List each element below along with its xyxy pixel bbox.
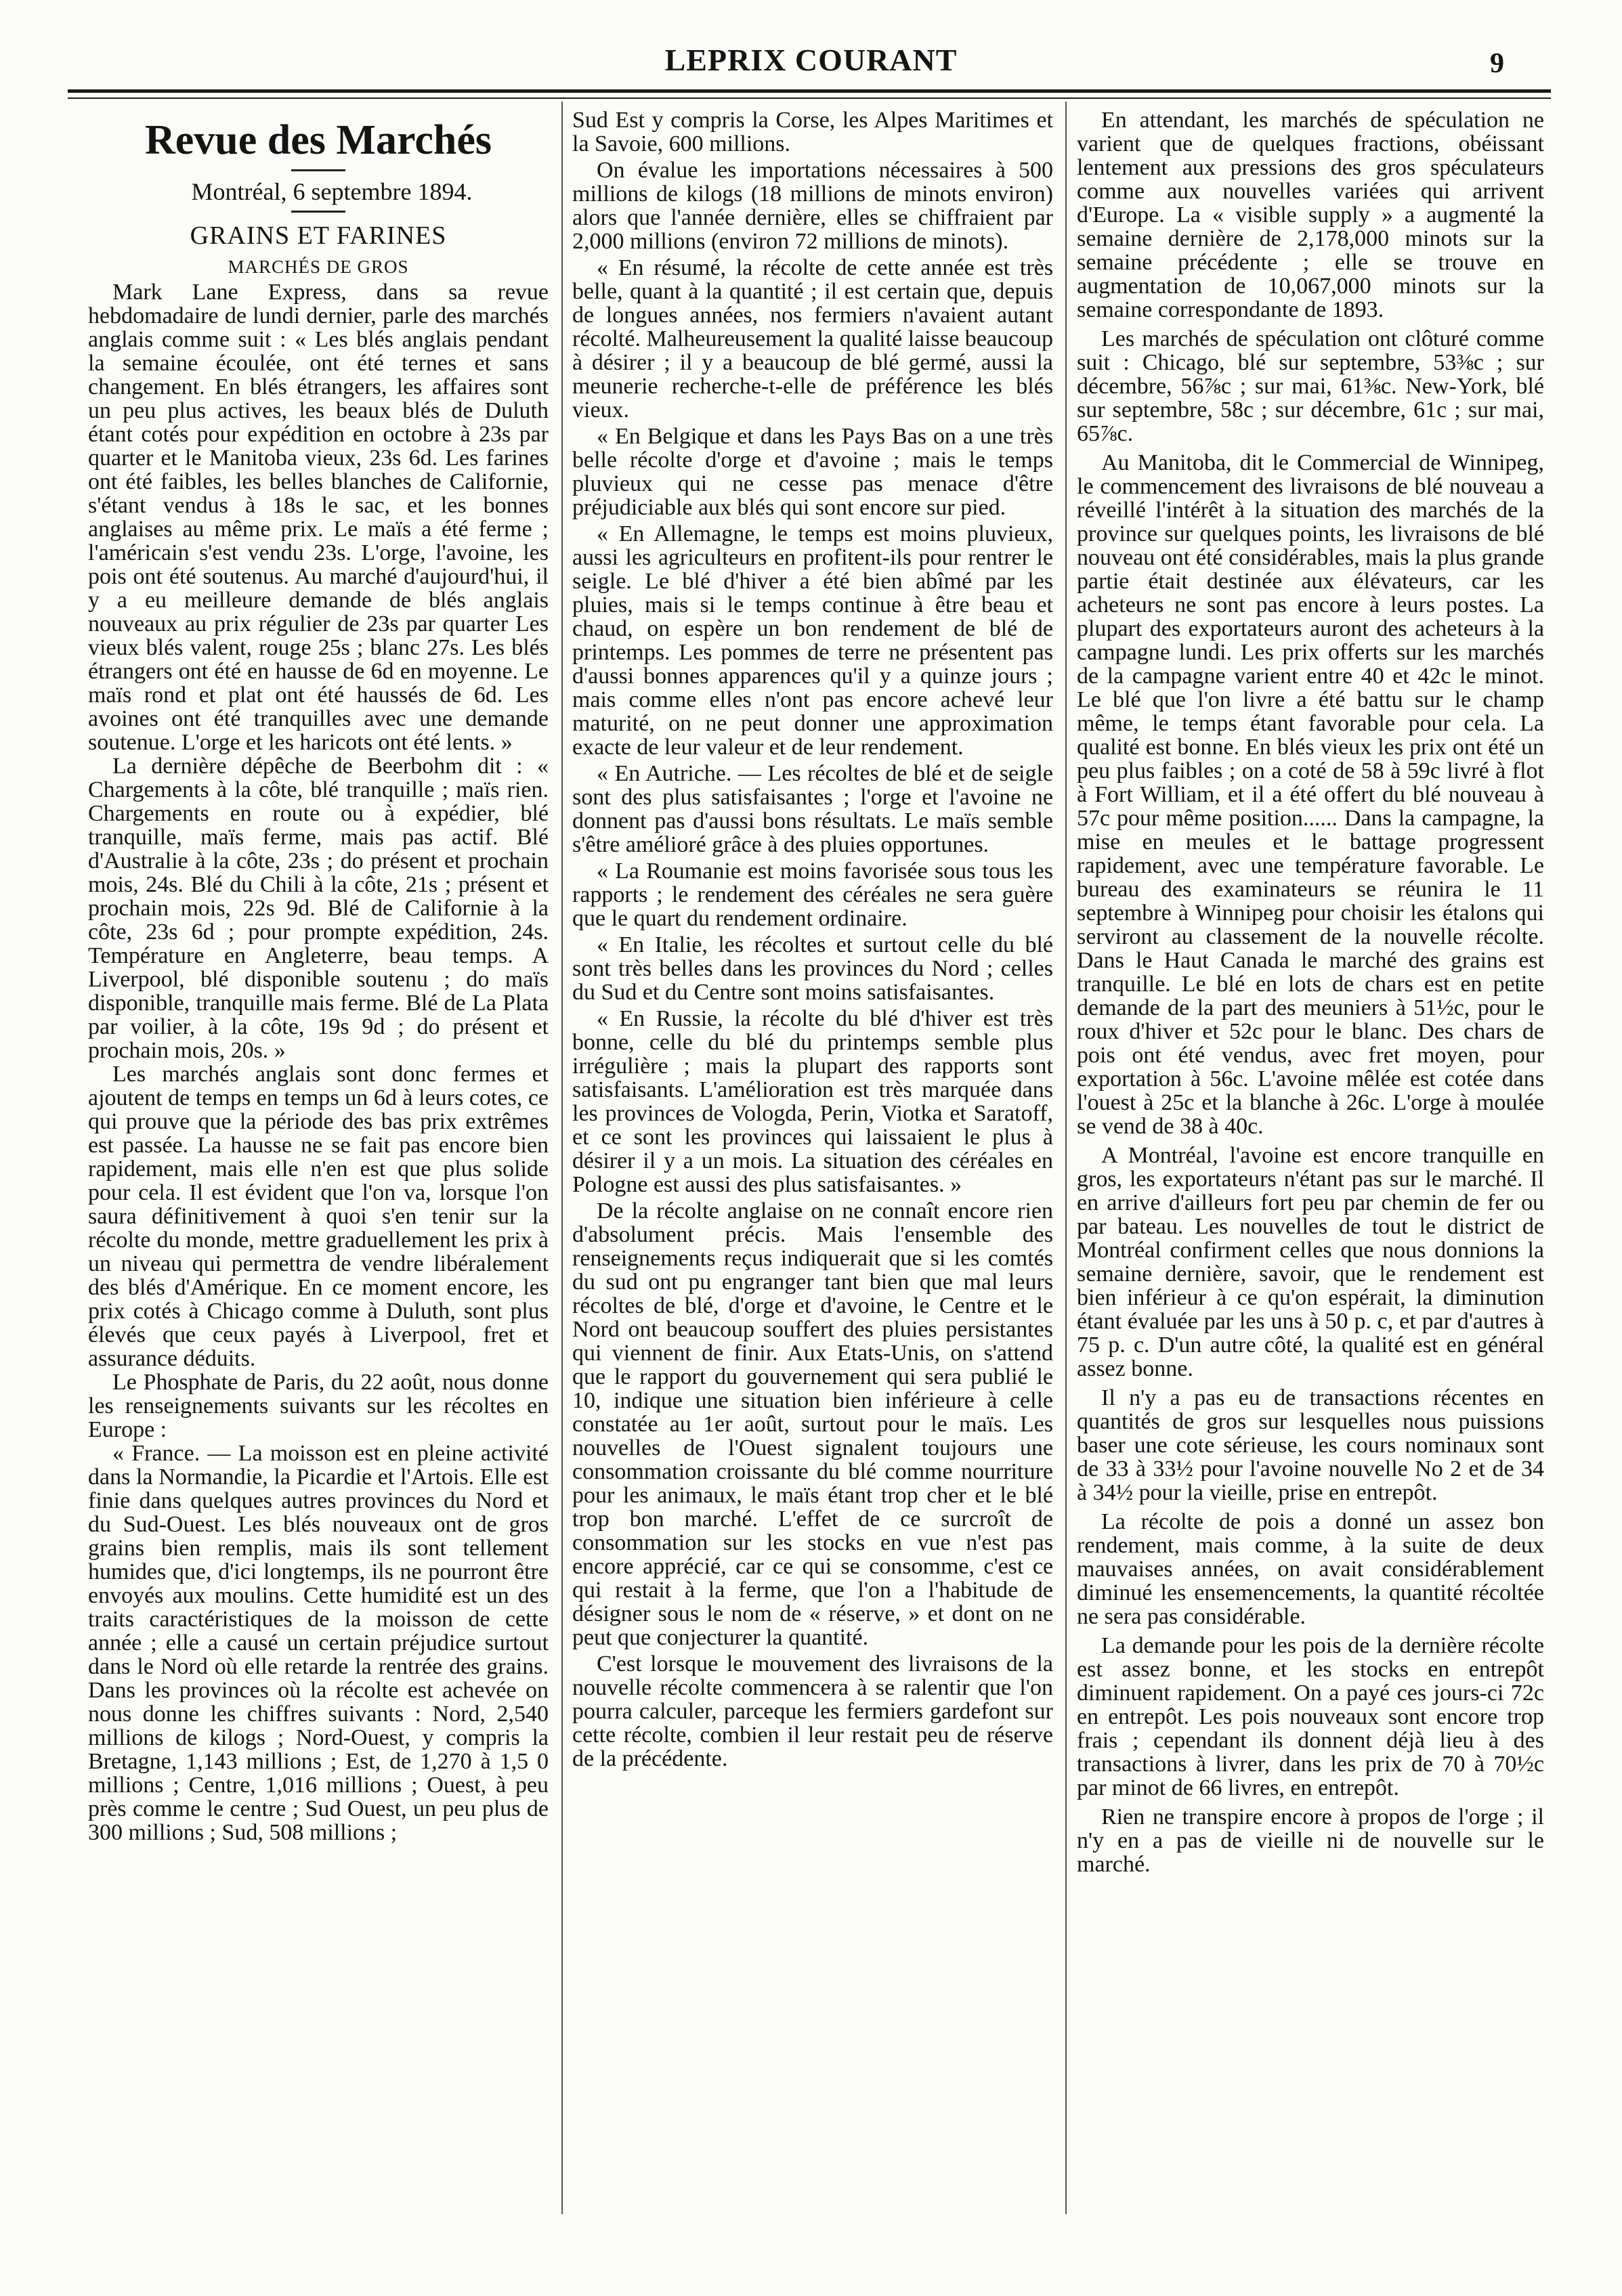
paragraph: « En résumé, la récolte de cette année est très belle, quant à la quantité ; il est certain que, depuis de longues années, nos fermiers n'avaient autant récolté. Malheureusement la qualité laisse beaucoup à désirer ; il y a beaucoup de blé germé, aussi la meunerie recherche-t-elle de préférence les blés vieux.: [572, 255, 1053, 423]
paragraph: Rien ne transpire encore à propos de l'orge ; il n'y en a pas de vieille ni de nouvelle sur le marché.: [1077, 1804, 1544, 1877]
paragraph: Les marchés anglais sont donc fermes et ajoutent de temps en temps un 6d à leurs cotes, ce qui prouve que la période des bas prix extrêmes est passée. La hausse ne se fait pas encore bien rapidement, mais elle n'en est que plus solide pour cela. Il est évident que l'on va, lorsque l'on saura définitivement à quoi s'en tenir sur la récolte du monde, mettre graduellement les prix à un niveau qui permettra de vendre libéralement des blés d'Amérique. En ce moment encore, les prix cotés à Chicago comme à Duluth, sont plus élevés que ceux payés à Liverpool, fret et assurance déduits.: [88, 1062, 549, 1371]
header-thick-rule: [68, 89, 1551, 93]
paragraph: La dernière dépêche de Beerbohm dit : « Chargements à la côte, blé tranquille ; maïs rien. Chargements en route ou à expédier, blé tranquille, maïs ferme, mais pas actif. Blé d'Australie à la côte, 23s ; do présent et prochain mois, 24s. Blé du Chili à la côte, 21s ; présent et prochain mois, 22s 9d. Blé de Californie à la côte, 23s 6d ; pour prompte expédition, 24s. Température en Angleterre, beau temps. A Liverpool, blé disponible soutenu ; do maïs disponible, tranquille mais ferme. Blé de La Plata par voilier, à la côte, 19s 9d ; do présent et prochain mois, 20s. »: [88, 754, 549, 1063]
paragraph: Sud Est y compris la Corse, les Alpes Maritimes et la Savoie, 600 millions.: [572, 108, 1053, 156]
column-divider: [561, 102, 563, 2214]
paragraph: « En Allemagne, le temps est moins pluvieux, aussi les agriculteurs en profitent-ils pour rentrer le seigle. Le blé d'hiver a été bien abîmé par les pluies, mais si le temps continue à être beau et chaud, on espère un bon rendement de blé de printemps. Les pommes de terre ne présentent pas d'aussi bonnes apparences qu'il y a quinze jours ; mais comme elles n'ont pas encore achevé leur maturité, on ne peut donner une approximation exacte de leur valeur et de leur rendement.: [572, 521, 1053, 760]
paragraph: « En Autriche. — Les récoltes de blé et de seigle sont des plus satisfaisantes ; l'orge et l'avoine ne donnent pas d'aussi bons résultats. Le maïs semble s'être amélioré grâce à des pluies opportunes.: [572, 761, 1053, 857]
paragraph: Les marchés de spéculation ont clôturé comme suit : Chicago, blé sur septembre, 53⅜c ; sur décembre, 56⅞c ; sur mai, 61⅜c. New-York, blé sur septembre, 58c ; sur décembre, 61c ; sur mai, 65⅞c.: [1077, 326, 1544, 446]
dateline: Montréal, 6 septembre 1894.: [191, 178, 473, 205]
paragraph: Le Phosphate de Paris, du 22 août, nous donne les renseignements suivants sur les récoltes en Europe :: [88, 1370, 549, 1442]
paragraph: « France. — La moisson est en pleine activité dans la Normandie, la Picardie et l'Artois. Elle est finie dans quelques autres provinces du Nord et du Sud-Ouest. Les blés nouveaux ont de gros grains bien remplis, mais ils sont tellement humides que, d'ici longtemps, ils ne pourront être envoyés aux moulins. Cette humidité est un des traits caractéristiques de la moisson de cette année ; elle a causé un certain préjudice surtout dans le Nord où elle retarde la rentrée des grains. Dans les provinces où la récolte est achevée on nous donne les chiffres suivants : Nord, 2,540 millions de kilogs ; Nord-Ouest, y compris la Bretagne, 1,143 millions ; Est, de 1,270 à 1,5 0 millions ; Centre, 1,016 millions ; Ouest, à peu près comme le centre ; Sud Ouest, un peu plus de 300 millions ; Sud, 508 millions ;: [88, 1441, 549, 1845]
masthead-title: LEPRIX COURANT: [664, 43, 958, 77]
paragraph: La demande pour les pois de la dernière récolte est assez bonne, et les stocks en entrepôt diminuent rapidement. On a payé ces jours-ci 72c en entrepôt. Les pois nouveaux sont encore trop frais ; cependant ils donnent déjà lieu à des transactions à livrer, dans les prix de 70 à 70½c par minot de 66 livres, en entrepôt.: [1077, 1633, 1544, 1800]
paragraph: « En Italie, les récoltes et surtout celle du blé sont très belles dans les provinces du Nord ; celles du Sud et du Centre sont moins satisfaisantes.: [572, 932, 1053, 1005]
dateline-rule: [291, 211, 345, 213]
title-rule: [291, 169, 345, 171]
paragraph: Il n'y a pas eu de transactions récentes en quantités de gros sur lesquelles nous puissions baser une cote sérieuse, les cours nominaux sont de 33 à 33½ pour l'avoine nouvelle No 2 et de 34 à 34½ pour la vieille, prise en entrepôt.: [1077, 1385, 1544, 1505]
page-number: 9: [1490, 48, 1504, 79]
paragraph: « En Belgique et dans les Pays Bas on a une très belle récolte d'orge et d'avoine ; mais le temps pluvieux qui ne cesse pas menace d'être préjudiciable aux blés qui sont encore sur pied.: [572, 424, 1053, 520]
paragraph: C'est lorsque le mouvement des livraisons de la nouvelle récolte commencera à se ralentir que l'on pourra calculer, parceque les fermiers gardefont sur cette récolte, combien il leur restait peu de réserve de la précédente.: [572, 1651, 1053, 1771]
column-3: [1077, 108, 1544, 2207]
section-heading: GRAINS ET FARINES: [190, 221, 447, 250]
paragraph: La récolte de pois a donné un assez bon rendement, mais comme, à la suite de deux mauvaises années, on avait considérablement diminué les ensemencements, la quantité récoltée ne sera pas considérable.: [1077, 1509, 1544, 1629]
paragraph: De la récolte anglaise on ne connaît encore rien d'absolument précis. Mais l'ensemble des renseignements reçus indiquerait que si les comtés du sud ont pu engranger tant bien que mal leurs récoltes de blé, d'orge et d'avoine, le Centre et le Nord ont beaucoup souffert des pluies persistantes qui viennent de finir. Aux Etats-Unis, on s'attend que le rapport du gouvernement qui sera publié le 10, indique une situation bien inférieure à celle constatée au 1er août, surtout pour le maïs. Les nouvelles de l'Ouest signalent toujours une consommation croissante du blé comme nourriture pour les animaux, le maïs étant trop cher et le blé trop bon marché. L'effet de ce surcroît de consommation sur les stocks en vue n'est pas encore apprécié, car ce qui se consomme, c'est ce qui restait à la ferme, que l'on a l'habitude de désigner sous le nom de « réserve, » et dont on ne peut que conjecturer la quantité.: [572, 1198, 1053, 1650]
paragraph: On évalue les importations nécessaires à 500 millions de kilogs (18 millions de minots environ) alors que l'année dernière, elles se chiffraient par 2,000 millions (environ 72 millions de minots).: [572, 158, 1053, 254]
paragraph: « La Roumanie est moins favorisée sous tous les rapports ; le rendement des céréales ne sera guère que le quart du rendement ordinaire.: [572, 859, 1053, 931]
paragraph: Mark Lane Express, dans sa revue hebdomadaire de lundi dernier, parle des marchés anglais comme suit : « Les blés anglais pendant la semaine écoulée, ont été ternes et sans changement. En blés étrangers, les affaires sont un peu plus actives, les beaux blés de Duluth étant cotés pour expédition en octobre à 23s par quarter et le Manitoba vieux, 23s 6d. Les farines ont été faibles, les belles blanches de Californie, s'étant vendus à 18s le sac, et les bonnes anglaises au même prix. Le maïs a été ferme ; l'américain s'est vendu 23s. L'orge, l'avoine, les pois ont été soutenus. Au marché d'aujourd'hui, il y a eu meilleure demande de blés anglais nouveaux au prix régulier de 23s par quarter Les vieux blés valent, rouge 25s ; blanc 27s. Les blés étrangers ont été en hausse de 6d en moyenne. Le maïs rond et plat ont été haussés de 6d. Les avoines ont été tranquilles avec une demande soutenue. L'orge et les haricots ont été lents. »: [88, 280, 549, 755]
subsection-heading: MARCHÉS DE GROS: [228, 257, 409, 277]
paragraph: Au Manitoba, dit le Commercial de Winnipeg, le commencement des livraisons de blé nouveau a réveillé l'intérêt à la situation des marchés de la province sur quelques points, les livraisons de blé nouveau ont été considérables, mais la plus grande partie était destinée aux élévateurs, car les acheteurs ne sont pas encore à leurs postes. La plupart des exportateurs auront des acheteurs à la campagne lundi. Les prix offerts sur les marchés de la campagne varient entre 40 et 42c le minot. Le blé que l'on livre a été battu sur le champ même, le temps étant favorable pour cela. La qualité est bonne. En blés vieux les prix ont été un peu plus faibles ; on a coté de 58 à 59c livré à flot à Fort William, et il a été offert du blé nouveau à 57c pour même position...... Dans la campagne, la mise en meules et le battage progressent rapidement, avec une température favorable. Le bureau des examinateurs se réunira le 11 septembre à Winnipeg pour choisir les étalons qui serviront au classement de la nouvelle récolte. Dans le Haut Canada le marché des grains est tranquille. Le blé en lots de chars est en petite demande de la part des meuniers à 51½c, pour le roux d'hiver et 52c pour le blanc. Des chars de pois ont été vendus, avec fret moyen, pour exportation à 56c. L'avoine mêlée est cotée dans l'ouest à 25c et la blanche à 26c. L'orge à moulée se vend de 38 à 40c.: [1077, 450, 1544, 1139]
column-2: [572, 108, 1053, 2207]
header-thin-rule: [68, 98, 1551, 99]
paragraph: A Montréal, l'avoine est encore tranquille en gros, les exportateurs n'étant pas sur le marché. Il en arrive d'ailleurs fort peu par chemin de fer ou par bateau. Les nouvelles de tout le district de Montréal confirment celles que nous donnions la semaine dernière, savoir, que le rendement est bien inférieur à ce qu'on espérait, la diminution étant évaluée par les uns à 50 p. c, et par d'autres à 75 p. c. D'un autre côté, la qualité est en général assez bonne.: [1077, 1143, 1544, 1381]
paragraph: « En Russie, la récolte du blé d'hiver est très bonne, celle du blé du printemps semble plus irrégulière ; mais la plupart des rapports sont satisfaisants. L'amélioration est très marquée dans les provinces de Vologda, Perin, Viotka et Saratoff, et ce sont les provinces qui laissaient le plus à désirer il y a un mois. La situation des céréales en Pologne est aussi des plus satisfaisantes. »: [572, 1006, 1053, 1197]
column-1: [88, 108, 549, 2207]
column-divider: [1065, 102, 1067, 2214]
paragraph: En attendant, les marchés de spéculation ne varient que de quelques fractions, obéissant lentement aux pressions des gros spéculateurs comme aux nouvelles variées qui arrivent d'Europe. La « visible supply » a augmenté la semaine dernière de 2,178,000 minots sur la semaine précédente ; elle se trouve en augmentation de 10,067,000 minots sur la semaine correspondante de 1893.: [1077, 108, 1544, 322]
article-title: Revue des Marchés: [145, 117, 492, 163]
